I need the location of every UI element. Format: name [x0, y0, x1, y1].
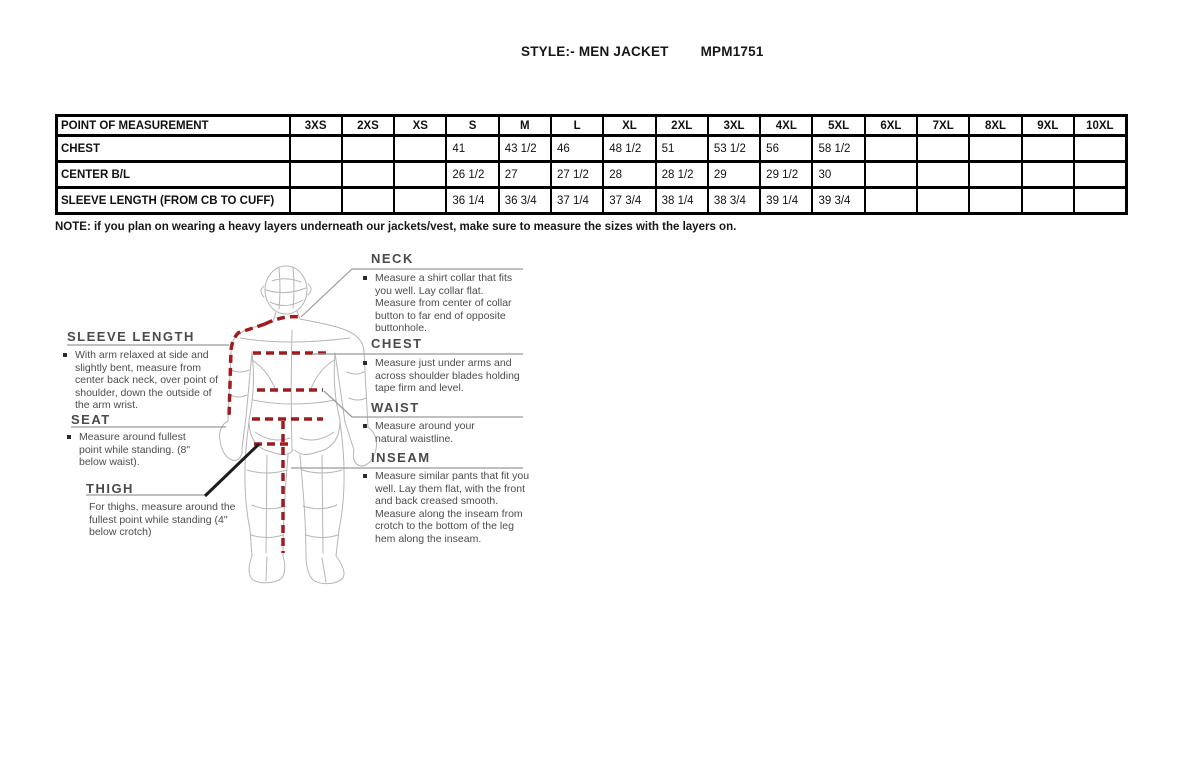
value-cell — [1022, 162, 1074, 188]
sleeve-length-instructions: With arm relaxed at side and slightly bent, measure from center back neck, over point of shoulder, down the outside of the arm wrist. — [75, 349, 218, 412]
value-cell — [1022, 136, 1074, 162]
value-cell — [1022, 188, 1074, 214]
row-label-cell: CENTER B/L — [57, 162, 290, 188]
value-cell: 48 1/2 — [603, 136, 655, 162]
thigh-heading: THIGH — [86, 481, 134, 496]
inseam-item — [362, 470, 530, 546]
value-cell: 26 1/2 — [446, 162, 498, 188]
waist-item — [362, 420, 503, 445]
chest-item — [362, 357, 529, 395]
size-table-header-row — [57, 116, 1127, 136]
value-cell: 56 — [760, 136, 812, 162]
size-column-header: 6XL — [865, 116, 917, 136]
value-cell: 41 — [446, 136, 498, 162]
value-cell — [394, 136, 446, 162]
value-cell: 37 3/4 — [603, 188, 655, 214]
value-cell — [394, 162, 446, 188]
inseam-heading: INSEAM — [371, 450, 431, 465]
inseam-instructions: Measure similar pants that fit you well. Lay them flat, with the front and back creased smooth. Measure along the inseam from crotch to the bottom of the leg hem along the inseam. — [375, 470, 530, 545]
measurement-row — [57, 162, 1127, 188]
value-cell: 28 — [603, 162, 655, 188]
note-text: NOTE: if you plan on wearing a heavy layers underneath our jackets/vest, make sure to measure the sizes with the layers on. — [55, 221, 737, 233]
value-cell — [865, 188, 917, 214]
size-column-header: XL — [603, 116, 655, 136]
bullet-square-icon — [63, 353, 67, 357]
bullet-square-icon — [363, 361, 367, 365]
value-cell — [342, 162, 394, 188]
value-cell: 28 1/2 — [656, 162, 708, 188]
waist-callout-line — [324, 391, 523, 417]
style-label: STYLE:- MEN JACKET — [521, 44, 669, 59]
waist-heading: WAIST — [371, 400, 420, 415]
value-cell — [917, 188, 969, 214]
waist-instructions: Measure around your natural waistline. — [375, 420, 475, 445]
value-cell — [917, 136, 969, 162]
row-label-cell: SLEEVE LENGTH (FROM CB TO CUFF) — [57, 188, 290, 214]
value-cell: 29 1/2 — [760, 162, 812, 188]
value-cell — [865, 162, 917, 188]
thigh-instructions: For thighs, measure around the fullest point while standing (4" below crotch) — [89, 501, 236, 539]
size-column-header: 8XL — [969, 116, 1021, 136]
value-cell — [969, 188, 1021, 214]
value-cell: 37 1/4 — [551, 188, 603, 214]
value-cell — [290, 188, 342, 214]
value-cell: 39 3/4 — [812, 188, 864, 214]
seat-heading: SEAT — [71, 412, 111, 427]
chest-heading: CHEST — [371, 336, 423, 351]
size-column-header: 4XL — [760, 116, 812, 136]
value-cell: 30 — [812, 162, 864, 188]
bullet-square-icon — [363, 276, 367, 280]
bullet-square-icon — [363, 424, 367, 428]
measurement-row — [57, 188, 1127, 214]
size-column-header: XS — [394, 116, 446, 136]
value-cell — [969, 162, 1021, 188]
value-cell — [969, 136, 1021, 162]
value-cell — [394, 188, 446, 214]
neck-instructions: Measure a shirt collar that fits you well. Lay collar flat. Measure from center of collar button to far end of opposite buttonhole. — [375, 272, 513, 335]
sleeve-length-item — [62, 349, 227, 412]
page-title — [521, 44, 764, 59]
style-code: MPM1751 — [700, 44, 764, 59]
value-cell: 43 1/2 — [499, 136, 551, 162]
size-column-header: 3XL — [708, 116, 760, 136]
value-cell — [1074, 188, 1126, 214]
size-table — [55, 114, 1128, 215]
sleeve-length-heading: SLEEVE LENGTH — [67, 329, 195, 344]
value-cell — [1074, 136, 1126, 162]
size-column-header: 5XL — [812, 116, 864, 136]
value-cell: 38 3/4 — [708, 188, 760, 214]
value-cell — [342, 136, 394, 162]
size-column-header: 10XL — [1074, 116, 1126, 136]
value-cell — [1074, 162, 1126, 188]
chest-instructions: Measure just under arms and across shoulder blades holding tape firm and level. — [375, 357, 520, 395]
size-column-header: 7XL — [917, 116, 969, 136]
size-column-header: 9XL — [1022, 116, 1074, 136]
measurement-row — [57, 136, 1127, 162]
value-cell: 46 — [551, 136, 603, 162]
seat-instructions: Measure around fullest point while standing. (8" below waist). — [79, 431, 191, 469]
row-label-cell: CHEST — [57, 136, 290, 162]
value-cell: 39 1/4 — [760, 188, 812, 214]
size-column-header: 2XS — [342, 116, 394, 136]
thigh-item — [89, 501, 245, 539]
value-cell: 27 1/2 — [551, 162, 603, 188]
seat-item — [66, 431, 209, 469]
value-cell — [917, 162, 969, 188]
value-cell: 58 1/2 — [812, 136, 864, 162]
size-column-header: 3XS — [290, 116, 342, 136]
value-cell: 53 1/2 — [708, 136, 760, 162]
value-cell: 36 1/4 — [446, 188, 498, 214]
value-cell: 27 — [499, 162, 551, 188]
thigh-callout-line — [205, 444, 259, 496]
value-cell: 36 3/4 — [499, 188, 551, 214]
size-column-header: M — [499, 116, 551, 136]
value-cell: 29 — [708, 162, 760, 188]
neck-heading: NECK — [371, 251, 414, 266]
size-column-header: L — [551, 116, 603, 136]
size-column-header: S — [446, 116, 498, 136]
bullet-square-icon — [67, 435, 71, 439]
point-of-measurement-header: POINT OF MEASUREMENT — [57, 116, 290, 136]
neck-item — [362, 272, 527, 335]
value-cell — [342, 188, 394, 214]
bullet-square-icon — [363, 474, 367, 478]
value-cell — [290, 162, 342, 188]
value-cell — [865, 136, 917, 162]
value-cell: 38 1/4 — [656, 188, 708, 214]
value-cell: 51 — [656, 136, 708, 162]
value-cell — [290, 136, 342, 162]
neck-measure-line — [265, 317, 301, 324]
size-column-header: 2XL — [656, 116, 708, 136]
